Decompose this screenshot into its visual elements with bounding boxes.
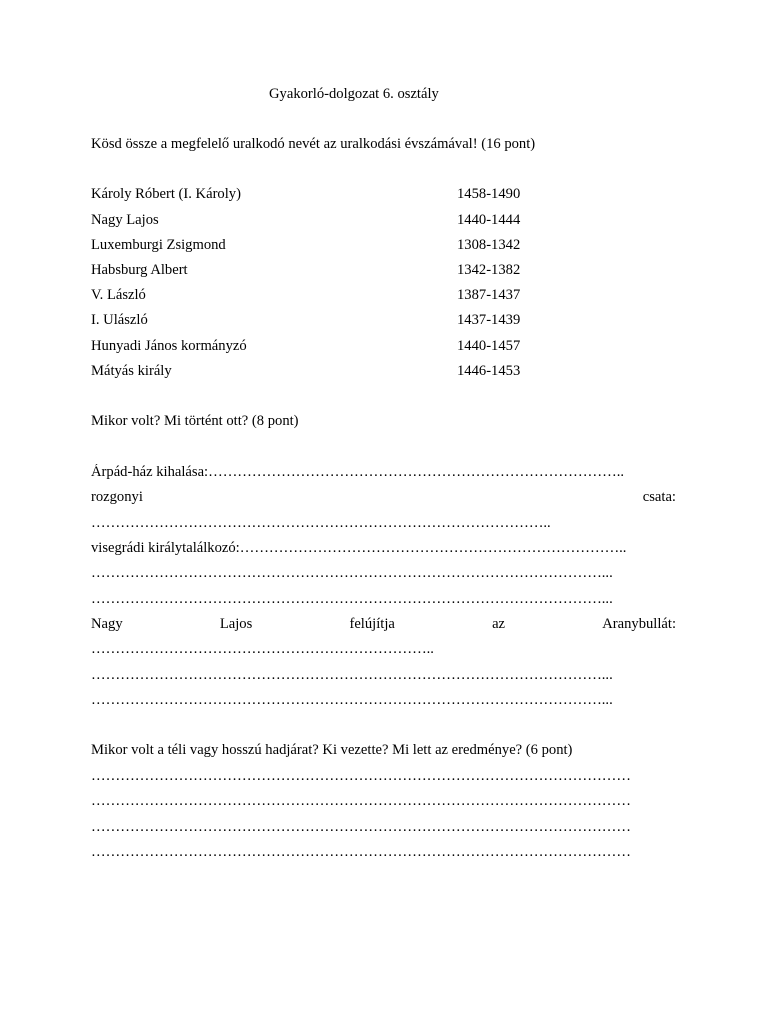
rozgonyi-word: rozgonyi — [91, 489, 143, 505]
ruler-years: 1387-1437 — [457, 287, 521, 303]
page-title: Gyakorló-dolgozat 6. osztály — [269, 86, 439, 102]
answer-dotted-line: ……………………………………………………………………………………………... — [91, 591, 613, 607]
rozgonyi-line — [91, 489, 676, 506]
ruler-name: Károly Róbert (I. Károly) — [91, 186, 241, 202]
ruler-years: 1458-1490 — [457, 186, 521, 202]
answer-line-arpad: Árpád-ház kihalása:………………………………………………………………………….. — [91, 464, 625, 480]
answer-dotted-line: ………………………………………………………………………………………………… — [91, 819, 631, 835]
answer-dotted-line: ……………………………………………………………………………………………... — [91, 692, 613, 708]
ruler-name: Habsburg Albert — [91, 262, 188, 278]
ruler-years: 1342-1382 — [457, 262, 521, 278]
task1-prompt: Kösd össze a megfelelő uralkodó nevét az uralkodási évszámával! (16 pont) — [91, 136, 536, 152]
ruler-name: I. Ulászló — [91, 312, 148, 328]
task3-prompt: Mikor volt a téli vagy hosszú hadjárat? Ki vezette? Mi lett az eredménye? (6 pont) — [91, 742, 573, 758]
nagy-word: Nagy — [91, 616, 123, 632]
nagy-lajos-line — [91, 616, 676, 633]
task2-prompt: Mikor volt? Mi történt ott? (8 pont) — [91, 413, 299, 429]
ruler-name: Mátyás király — [91, 363, 172, 379]
ruler-years: 1446-1453 — [457, 363, 521, 379]
csata-word: csata: — [642, 489, 676, 505]
answer-dotted-line: ………………………………………………………………………………………………… — [91, 844, 631, 860]
answer-dotted-line: ………………………………………………………………………………………………… — [91, 768, 631, 784]
ruler-years: 1437-1439 — [457, 312, 521, 328]
answer-line-rozgonyi: ………………………………………………………………………………….. — [91, 515, 551, 531]
answer-line-nagy-lajos: …………………………………………………………….. — [91, 641, 434, 657]
ruler-name: Luxemburgi Zsigmond — [91, 237, 226, 253]
answer-line-visegrad: visegrádi királytalálkozó:…………………………………………………………………….. — [91, 540, 627, 556]
az-word: az — [492, 616, 506, 632]
answer-dotted-line: ……………………………………………………………………………………………... — [91, 667, 613, 683]
ruler-name: Hunyadi János kormányzó — [91, 338, 247, 354]
answer-dotted-line: ……………………………………………………………………………………………... — [91, 565, 613, 581]
ruler-name: Nagy Lajos — [91, 212, 159, 228]
ruler-years: 1440-1444 — [457, 212, 521, 228]
ruler-years: 1440-1457 — [457, 338, 521, 354]
answer-dotted-line: ………………………………………………………………………………………………… — [91, 793, 631, 809]
lajos-word: Lajos — [219, 616, 253, 632]
ruler-years: 1308-1342 — [457, 237, 521, 253]
felujitja-word: felújítja — [349, 616, 395, 632]
aranybulla-word: Aranybullát: — [602, 616, 676, 632]
ruler-name: V. László — [91, 287, 146, 303]
